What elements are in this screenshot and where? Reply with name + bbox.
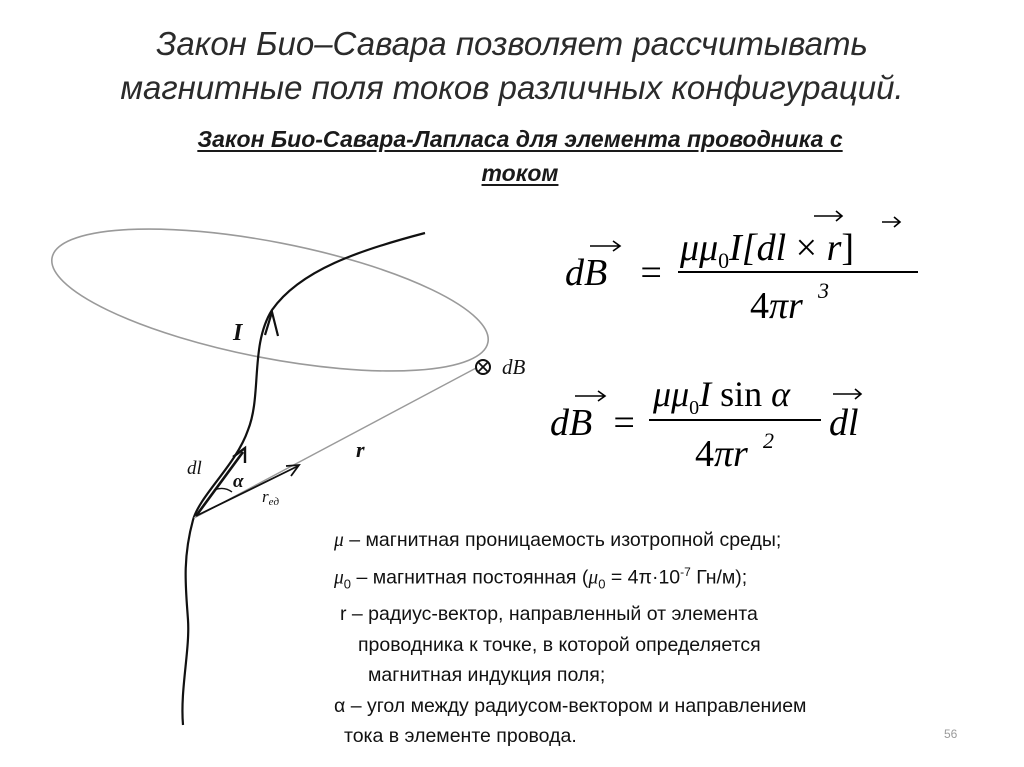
subtitle-line-2: током xyxy=(481,160,559,186)
legend-alpha-line2: тока в элементе провода. xyxy=(344,725,577,748)
title-line-1: Закон Био–Савара позволяет рассчитывать xyxy=(156,25,868,62)
unit-vector-line xyxy=(196,466,298,516)
formula2-denominator: 4πr xyxy=(695,433,748,475)
formula1-equals: = xyxy=(638,252,664,294)
formula1-lhs: dB xyxy=(565,252,608,294)
label-unit-vector: reд xyxy=(262,487,280,508)
label-alpha: α xyxy=(233,471,244,492)
label-dl: dl xyxy=(187,458,202,479)
label-current: I xyxy=(233,320,243,346)
current-arrow-head xyxy=(265,312,278,336)
biot-savart-formula-scalar xyxy=(545,360,905,490)
formula1-r-vector-arrow xyxy=(882,217,900,227)
field-line-ellipse xyxy=(41,201,499,400)
formula1-lhs-vector-arrow xyxy=(590,241,620,251)
legend-r-line1: r – радиус-вектор, направленный от элемента xyxy=(340,603,758,626)
db-into-page-icon xyxy=(476,360,490,374)
biot-savart-formula-vector xyxy=(560,200,940,340)
formula1-denominator-exp: 3 xyxy=(818,278,829,303)
legend-mu0: $\mu_0$ – магнитная постоянная ($\mu_0 = 4\pi\cdot 10^{-7}$ Гн/м); xyxy=(334,564,748,591)
slide-number: 56 xyxy=(944,727,958,741)
legend-r-line2: проводника к точке, в которой определяется xyxy=(358,633,761,656)
symbol-legend xyxy=(334,525,974,752)
subtitle-line-1: Закон Био-Савара-Лапласа для элемента проводника с xyxy=(197,126,843,152)
legend-r-line3: магнитная индукция поля; xyxy=(368,664,606,687)
formula2-rhs: dl xyxy=(829,402,859,444)
label-r: r xyxy=(356,437,365,462)
formula1-dl-vector-arrow xyxy=(814,211,842,221)
legend-alpha-line1: α – угол между радиусом-вектором и направлением xyxy=(334,694,807,717)
legend-mu: μ – магнитная проницаемость изотропной среды; xyxy=(334,529,782,551)
label-db: dB xyxy=(502,355,526,379)
formula2-equals: = xyxy=(611,402,637,444)
formula2-numerator: $\mu\mu_0I$ sin α xyxy=(653,374,791,419)
angle-arc xyxy=(214,488,232,492)
title-line-2: магнитные поля токов различных конфигураций. xyxy=(120,69,904,106)
formula2-lhs: dB xyxy=(550,402,593,444)
formula1-denominator: 4πr xyxy=(750,285,803,327)
formula2-rhs-vector-arrow xyxy=(833,389,861,399)
formula2-denominator-exp: 2 xyxy=(763,428,774,453)
formula1-numerator: $\mu\mu_0I[dl \times r]$ xyxy=(680,227,855,273)
formula2-lhs-vector-arrow xyxy=(575,391,605,401)
